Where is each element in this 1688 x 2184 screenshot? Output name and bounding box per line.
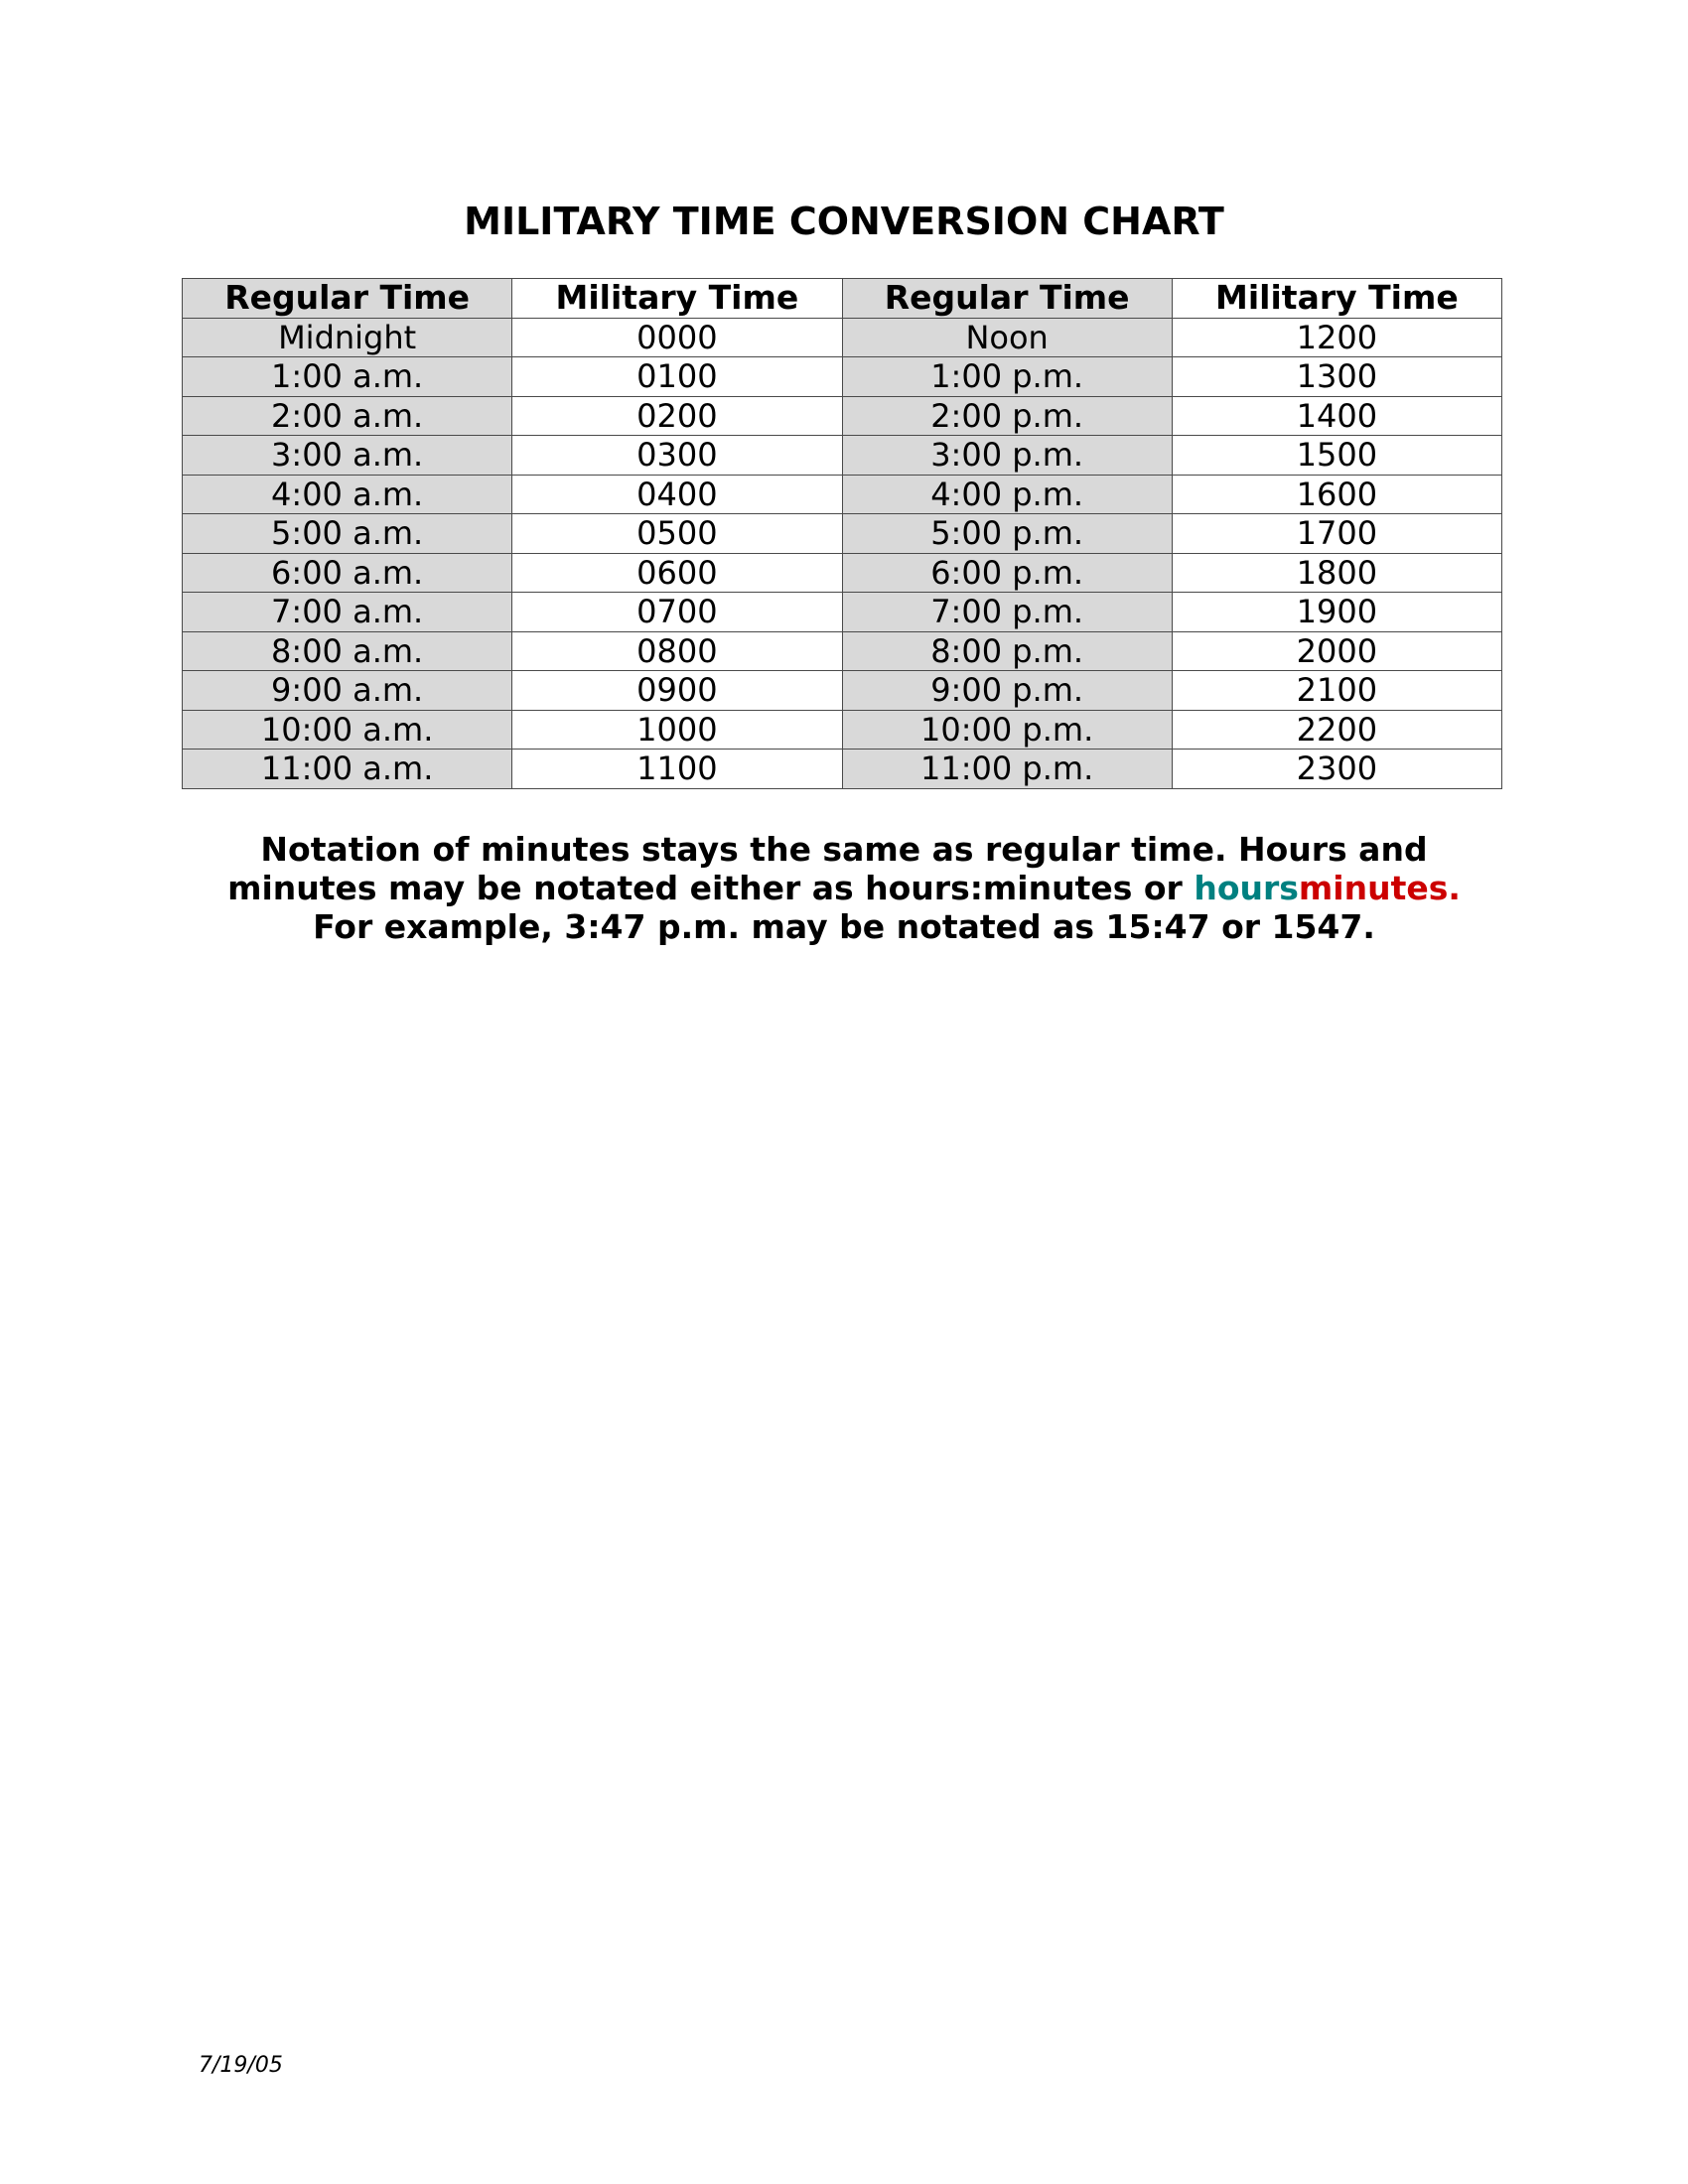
table-row <box>183 357 1502 397</box>
regular-time-am-cell: 9:00 a.m. <box>183 671 512 711</box>
military-time-am-cell: 1100 <box>512 750 842 789</box>
military-time-pm-cell: 2000 <box>1172 631 1501 671</box>
note-line-3: For example, 3:47 p.m. may be notated as 15:47 or 1547. <box>313 907 1375 946</box>
page-title: MILITARY TIME CONVERSION CHART <box>464 200 1224 243</box>
table-row <box>183 436 1502 476</box>
regular-time-pm-cell: 6:00 p.m. <box>842 553 1172 593</box>
notation-note <box>0 830 1688 946</box>
column-header-regular-time-pm: Regular Time <box>842 279 1172 319</box>
regular-time-am-cell: 6:00 a.m. <box>183 553 512 593</box>
military-time-pm-cell: 2200 <box>1172 710 1501 750</box>
regular-time-am-cell: 4:00 a.m. <box>183 475 512 514</box>
regular-time-am-cell: Midnight <box>183 318 512 357</box>
regular-time-pm-cell: Noon <box>842 318 1172 357</box>
regular-time-pm-cell: 10:00 p.m. <box>842 710 1172 750</box>
regular-time-pm-cell: 9:00 p.m. <box>842 671 1172 711</box>
military-time-pm-cell: 1800 <box>1172 553 1501 593</box>
table-row <box>183 750 1502 789</box>
column-header-regular-time-am: Regular Time <box>183 279 512 319</box>
military-time-pm-cell: 1600 <box>1172 475 1501 514</box>
military-time-am-cell: 0000 <box>512 318 842 357</box>
note-line-2-text: minutes may be notated either as hours:minutes or <box>227 869 1195 907</box>
military-time-am-cell: 0700 <box>512 593 842 632</box>
table-row <box>183 318 1502 357</box>
table-header-row <box>183 279 1502 319</box>
military-time-am-cell: 0500 <box>512 514 842 554</box>
table-row <box>183 710 1502 750</box>
military-time-pm-cell: 1500 <box>1172 436 1501 476</box>
regular-time-am-cell: 3:00 a.m. <box>183 436 512 476</box>
hours-highlight: hours <box>1194 869 1299 907</box>
military-time-pm-cell: 2300 <box>1172 750 1501 789</box>
table-row <box>183 593 1502 632</box>
military-time-am-cell: 0900 <box>512 671 842 711</box>
table-row <box>183 553 1502 593</box>
table-row <box>183 671 1502 711</box>
military-time-am-cell: 0300 <box>512 436 842 476</box>
military-time-am-cell: 0400 <box>512 475 842 514</box>
regular-time-am-cell: 1:00 a.m. <box>183 357 512 397</box>
military-time-am-cell: 0800 <box>512 631 842 671</box>
regular-time-am-cell: 11:00 a.m. <box>183 750 512 789</box>
table-row <box>183 396 1502 436</box>
military-time-pm-cell: 1400 <box>1172 396 1501 436</box>
table-body <box>183 318 1502 788</box>
military-time-am-cell: 0200 <box>512 396 842 436</box>
regular-time-pm-cell: 3:00 p.m. <box>842 436 1172 476</box>
regular-time-am-cell: 10:00 a.m. <box>183 710 512 750</box>
regular-time-am-cell: 5:00 a.m. <box>183 514 512 554</box>
column-header-military-time-pm: Military Time <box>1172 279 1501 319</box>
regular-time-pm-cell: 5:00 p.m. <box>842 514 1172 554</box>
minutes-highlight: minutes. <box>1298 869 1461 907</box>
regular-time-pm-cell: 1:00 p.m. <box>842 357 1172 397</box>
military-time-am-cell: 1000 <box>512 710 842 750</box>
regular-time-pm-cell: 2:00 p.m. <box>842 396 1172 436</box>
military-time-pm-cell: 2100 <box>1172 671 1501 711</box>
military-time-pm-cell: 1700 <box>1172 514 1501 554</box>
regular-time-pm-cell: 7:00 p.m. <box>842 593 1172 632</box>
note-line-1: Notation of minutes stays the same as regular time. Hours and <box>260 830 1428 869</box>
table-row <box>183 631 1502 671</box>
military-time-am-cell: 0100 <box>512 357 842 397</box>
military-time-pm-cell: 1900 <box>1172 593 1501 632</box>
regular-time-pm-cell: 11:00 p.m. <box>842 750 1172 789</box>
military-time-am-cell: 0600 <box>512 553 842 593</box>
regular-time-am-cell: 8:00 a.m. <box>183 631 512 671</box>
military-time-pm-cell: 1200 <box>1172 318 1501 357</box>
column-header-military-time-am: Military Time <box>512 279 842 319</box>
regular-time-am-cell: 2:00 a.m. <box>183 396 512 436</box>
regular-time-pm-cell: 4:00 p.m. <box>842 475 1172 514</box>
regular-time-am-cell: 7:00 a.m. <box>183 593 512 632</box>
note-line-2 <box>0 869 1688 907</box>
revision-date: 7/19/05 <box>199 2053 283 2078</box>
table-row <box>183 514 1502 554</box>
table-row <box>183 475 1502 514</box>
military-time-pm-cell: 1300 <box>1172 357 1501 397</box>
regular-time-pm-cell: 8:00 p.m. <box>842 631 1172 671</box>
conversion-table <box>182 278 1502 789</box>
